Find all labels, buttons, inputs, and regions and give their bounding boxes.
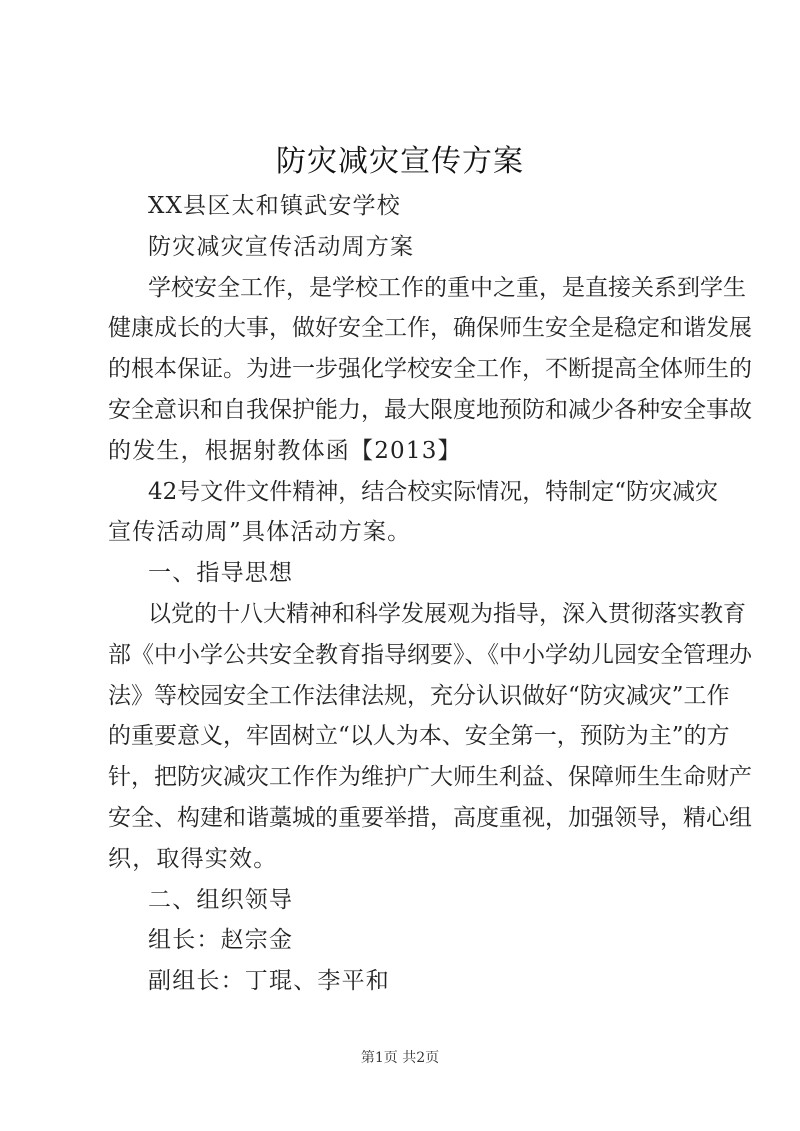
paragraph xyxy=(108,186,705,227)
paragraph-line: 健康成长的大事，做好安全工作，确保师生安全是稳定和谐发展 xyxy=(108,315,752,342)
paragraph-line: 织，取得实效。 xyxy=(108,845,278,872)
paragraph-line: 以党的十八大精神和科学发展观为指导，深入贯彻落实教育 xyxy=(148,600,746,627)
document-title: 防灾减灾宣传方案 xyxy=(276,144,524,179)
document-body xyxy=(108,186,752,1002)
paragraph-line: 的重要意义，牢固树立“以人为本、安全第一，预防为主”的方 xyxy=(108,723,730,750)
paragraph xyxy=(108,268,752,472)
paragraph-line: 一、指导思想 xyxy=(148,560,294,587)
page-footer: 第1页 共2页 xyxy=(360,1050,440,1066)
paragraph-line: 安全意识和自我保护能力，最大限度地预防和减少各种安全事故 xyxy=(108,396,752,423)
paragraph-line: 的发生，根据射教体函【2013】 xyxy=(108,437,462,464)
paragraph-line: 的根本保证。为进一步强化学校安全工作，不断提高全体师生的 xyxy=(108,356,752,383)
paragraph xyxy=(108,553,705,594)
paragraph xyxy=(108,227,705,268)
paragraph xyxy=(108,920,705,961)
paragraph-line: 二、组织领导 xyxy=(148,886,294,913)
paragraph-line: 防灾减灾宣传活动周方案 xyxy=(148,233,415,260)
paragraph-line: 副组长：丁琨、李平和 xyxy=(148,968,390,995)
paragraph-line: XX县区太和镇武安学校 xyxy=(148,193,401,219)
paragraph-line: 宣传活动周”具体活动方案。 xyxy=(108,519,412,546)
paragraph xyxy=(108,594,752,880)
paragraph-line: 法》等校园安全工作法律法规，充分认识做好“防灾减灾”工作 xyxy=(108,682,730,709)
paragraph-line: 针，把防灾减灾工作作为维护广大师生利益、保障师生生命财产 xyxy=(108,764,752,791)
paragraph-line: 学校安全工作，是学校工作的重中之重，是直接关系到学生 xyxy=(148,274,746,301)
paragraph-line: 部《中小学公共安全教育指导纲要》、《中小学幼儿园安全管理办 xyxy=(108,641,752,668)
paragraph-line: 组长：赵宗金 xyxy=(148,927,294,954)
paragraph xyxy=(108,961,705,1002)
paragraph xyxy=(108,472,719,554)
paragraph xyxy=(108,880,705,921)
paragraph-line: 42号文件文件精神，结合校实际情况，特制定“防灾减灾 xyxy=(148,478,719,505)
paragraph-line: 安全、构建和谐藁城的重要举措，高度重视，加强领导，精心组 xyxy=(108,804,752,831)
